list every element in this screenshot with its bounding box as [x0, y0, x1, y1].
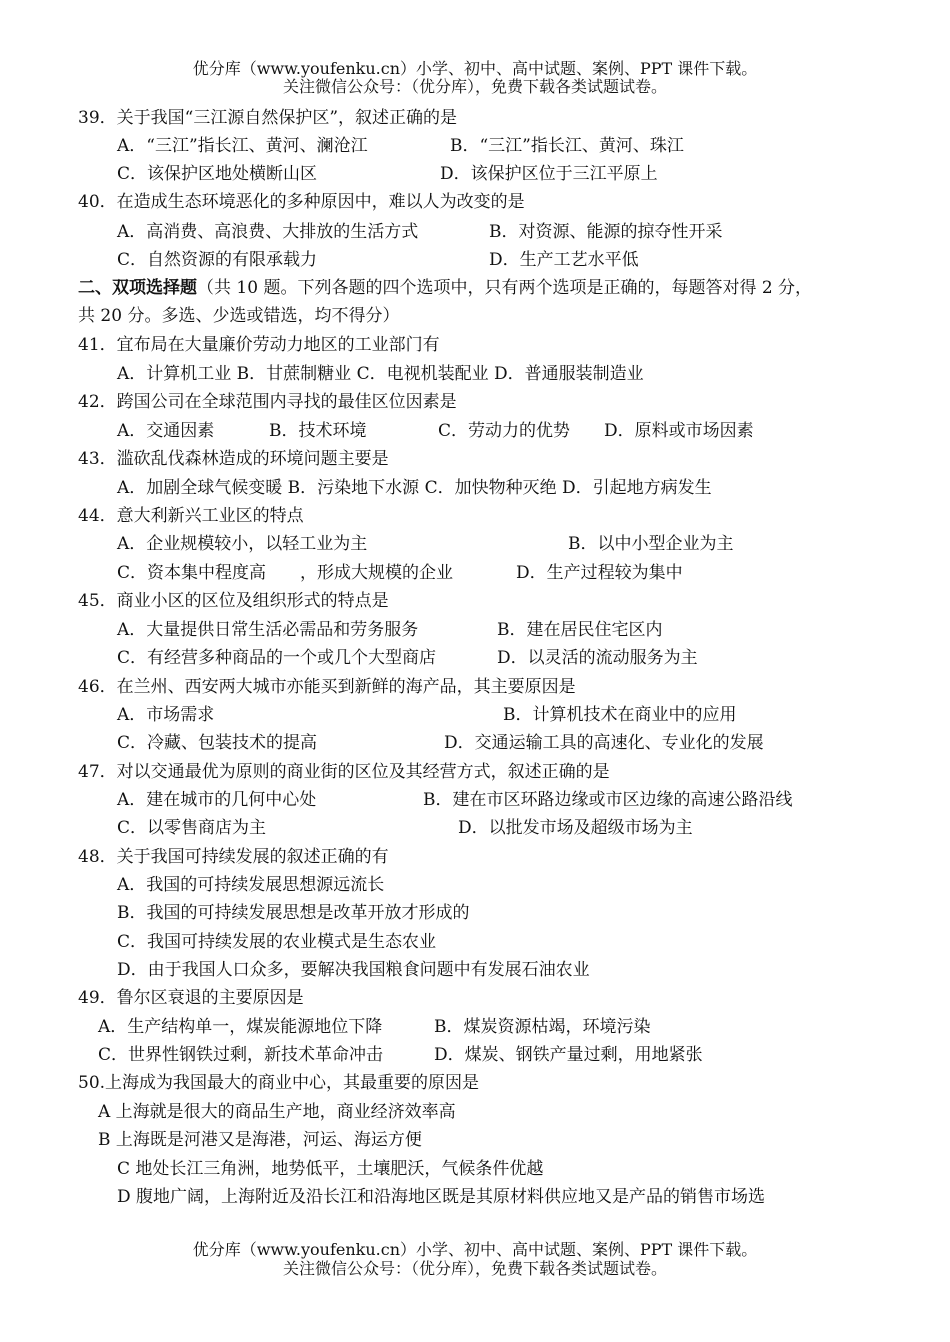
q40-option-b: B．对资源、能源的掠夺性开采: [489, 222, 723, 242]
q46-option-d: D．交通运输工具的高速化、专业化的发展: [444, 733, 764, 753]
q39-option-c: C．该保护区地处横断山区: [117, 164, 318, 184]
q47-option-c: C．以零售商店为主: [117, 818, 267, 838]
footer-line-2: 关注微信公众号：（优分库），免费下载各类试题试卷。: [282, 1259, 667, 1278]
q42-stem: 42．跨国公司在全球范围内寻找的最佳区位因素是: [78, 392, 457, 412]
q40-option-c: C．自然资源的有限承载力: [117, 250, 318, 270]
q50-stem: 50.上海成为我国最大的商业中心，其最重要的原因是: [78, 1073, 480, 1093]
q49-option-c: C．世界性钢铁过剩，新技术革命冲击: [98, 1045, 384, 1065]
q41-stem: 41．宜布局在大量廉价劳动力地区的工业部门有: [78, 335, 440, 355]
q39-option-a: A．“三江”指长江、黄河、澜沧江: [117, 136, 368, 156]
q50-option-d: D 腹地广阔，上海附近及沿长江和沿海地区既是其原材料供应地又是产品的销售市场选: [117, 1187, 766, 1207]
q42-option-d: D．原料或市场因素: [604, 421, 754, 441]
q48-option-d: D．由于我国人口众多，要解决我国粮食问题中有发展石油农业: [117, 960, 590, 980]
q42-option-b: B．技术环境: [269, 421, 367, 441]
q50-option-a: A 上海就是很大的商品生产地，商业经济效率高: [98, 1102, 456, 1122]
q44-stem: 44．意大利新兴工业区的特点: [78, 506, 304, 526]
q47-option-a: A．建在城市的几何中心处: [117, 790, 317, 810]
q50-option-b: B 上海既是河港又是海港，河运、海运方便: [98, 1130, 422, 1150]
q45-option-d: D．以灵活的流动服务为主: [497, 648, 698, 668]
q46-stem: 46．在兰州、西安两大城市亦能买到新鲜的海产品，其主要原因是: [78, 677, 576, 697]
section-2-heading: [78, 276, 812, 300]
q42-option-a: A．交通因素: [117, 421, 215, 441]
q41-options: A．计算机工业 B．甘蔗制糖业 C．电视机装配业 D．普通服装制造业: [117, 364, 644, 384]
q44-option-d: D．生产过程较为集中: [516, 563, 683, 583]
q45-option-c: C．有经营多种商品的一个或几个大型商店: [117, 648, 437, 668]
q49-stem: 49．鲁尔区衰退的主要原因是: [78, 988, 304, 1008]
q49-option-d: D．煤炭、钢铁产量过剩，用地紧张: [434, 1045, 703, 1065]
q40-option-d: D．生产工艺水平低: [489, 250, 639, 270]
header-line-2: 关注微信公众号：（优分库），免费下载各类试题试卷。: [282, 77, 667, 96]
q50-option-c: C 地处长江三角洲，地势低平，土壤肥沃，气候条件优越: [117, 1159, 544, 1179]
q47-option-d: D．以批发市场及超级市场为主: [458, 818, 693, 838]
q45-stem: 45．商业小区的区位及组织形式的特点是: [78, 591, 389, 611]
section-2-title: 二、双项选择题: [78, 278, 197, 298]
q46-option-a: A．市场需求: [117, 705, 215, 725]
q47-option-b: B．建在市区环路边缘或市区边缘的高速公路沿线: [423, 790, 793, 810]
q45-option-b: B．建在居民住宅区内: [497, 620, 663, 640]
q39-option-d: D．该保护区位于三江平原上: [440, 164, 658, 184]
section-2-desc-2: 共 20 分。多选、少选或错选，均不得分）: [78, 306, 400, 326]
q45-option-a: A．大量提供日常生活必需品和劳务服务: [117, 620, 419, 640]
q48-option-c: C．我国可持续发展的农业模式是生态农业: [117, 932, 437, 952]
q44-option-b: B．以中小型企业为主: [568, 534, 734, 554]
q44-option-a: A．企业规模较小，以轻工业为主: [117, 534, 368, 554]
q40-option-a: A．高消费、高浪费、大排放的生活方式: [117, 222, 419, 242]
footer-line-1: 优分库（www.youfenku.cn）小学、初中、高中试题、案例、PPT 课件下载。: [192, 1240, 758, 1259]
q42-option-c: C．劳动力的优势: [438, 421, 571, 441]
q43-options: A．加剧全球气候变暖 B．污染地下水源 C．加快物种灭绝 D．引起地方病发生: [117, 478, 712, 498]
q48-option-a: A．我国的可持续发展思想源远流长: [117, 875, 385, 895]
q48-option-b: B．我国的可持续发展思想是改革开放才形成的: [117, 903, 470, 923]
q43-stem: 43．滥砍乱伐森林造成的环境问题主要是: [78, 449, 389, 469]
q47-stem: 47．对以交通最优为原则的商业街的区位及其经营方式，叙述正确的是: [78, 762, 610, 782]
q39-stem: 39．关于我国“三江源自然保护区”，叙述正确的是: [78, 108, 458, 128]
q49-option-b: B．煤炭资源枯竭，环境污染: [434, 1017, 651, 1037]
q49-option-a: A．生产结构单一，煤炭能源地位下降: [98, 1017, 383, 1037]
q40-stem: 40．在造成生态环境恶化的多种原因中，难以人为改变的是: [78, 192, 525, 212]
section-2-desc-1: （共 10 题。下列各题的四个选项中，只有两个选项是正确的，每题答对得 2 分，: [197, 278, 813, 298]
q46-option-c: C．冷藏、包装技术的提高: [117, 733, 318, 753]
q39-option-b: B．“三江”指长江、黄河、珠江: [450, 136, 684, 156]
q44-option-c: C．资本集中程度高 ，形成大规模的企业: [117, 563, 454, 583]
header-line-1: 优分库（www.youfenku.cn）小学、初中、高中试题、案例、PPT 课件下载。: [192, 59, 758, 78]
q48-stem: 48．关于我国可持续发展的叙述正确的有: [78, 847, 389, 867]
q46-option-b: B．计算机技术在商业中的应用: [503, 705, 737, 725]
